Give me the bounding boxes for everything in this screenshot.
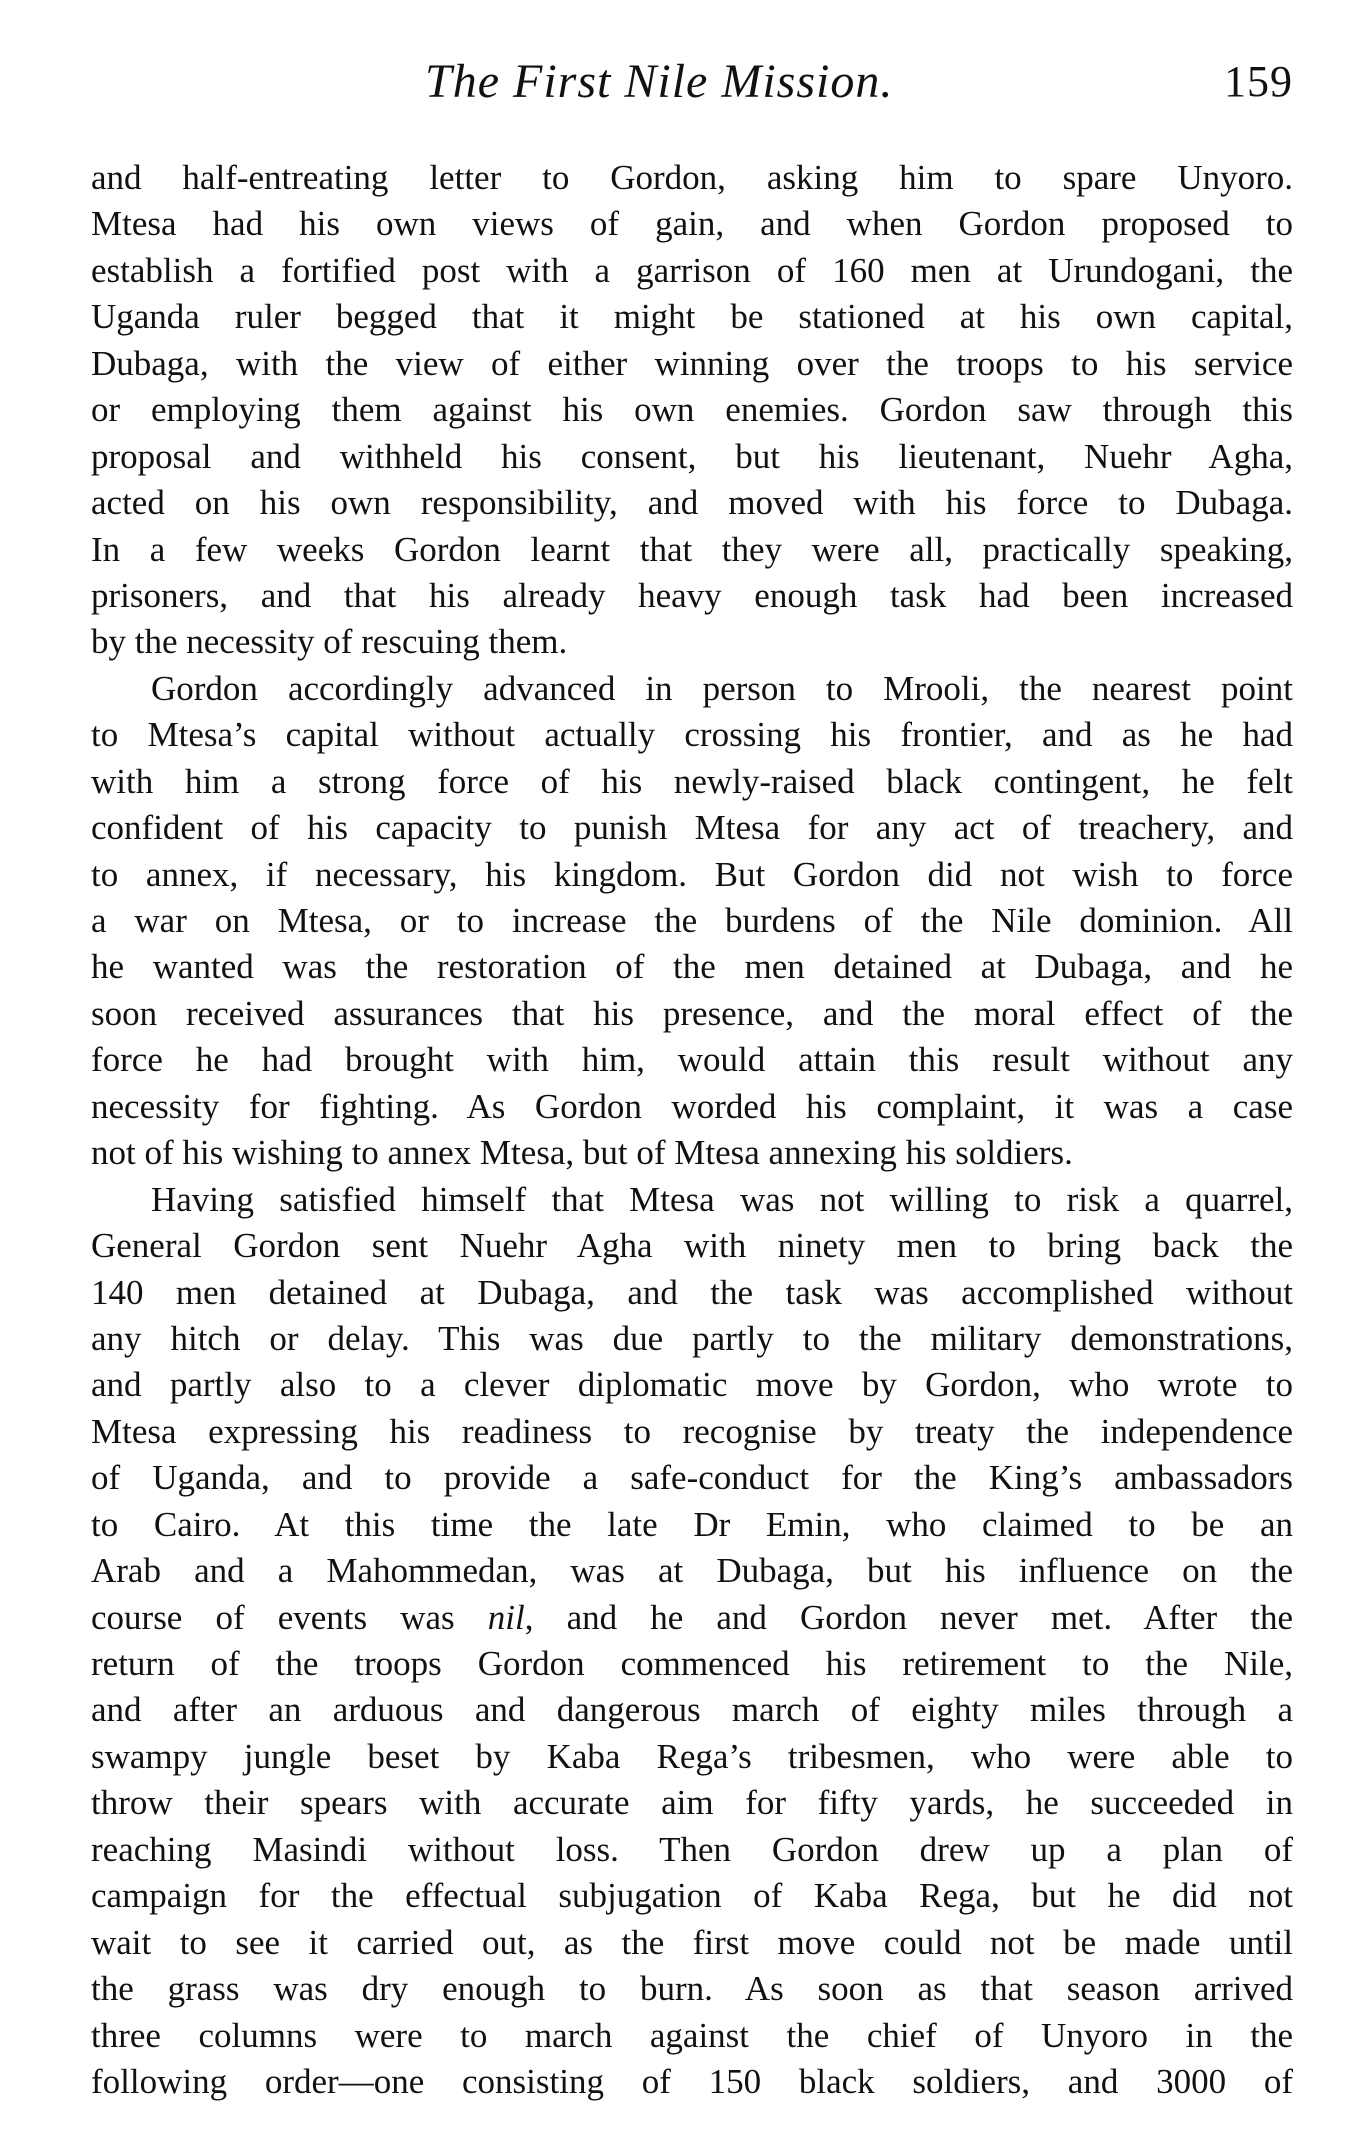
text-line: by the necessity of rescuing them.: [91, 622, 568, 662]
text-line: to Cairo. At this time the late Dr Emin, who claimed to be an: [91, 1504, 1293, 1544]
text-line: Uganda ruler begged that it might be stationed at his own capital,: [91, 297, 1293, 337]
text-line: with him a strong force of his newly-raised black contingent, he felt: [91, 761, 1293, 801]
text-line: return of the troops Gordon commenced his retirement to the Nile,: [91, 1644, 1293, 1683]
text-line: confident of his capacity to punish Mtesa for any act of treachery, and: [91, 808, 1293, 848]
text-line: to annex, if necessary, his kingdom. But Gordon did not wish to force: [91, 854, 1293, 894]
text-line: and half-entreating letter to Gordon, asking him to spare Unyoro.: [91, 158, 1293, 197]
text-line: campaign for the effectual subjugation of Kaba Rega, but he did not: [91, 1876, 1293, 1916]
text-line: soon received assurances that his presence, and the moral effect of the: [91, 993, 1293, 1033]
text-line: the grass was dry enough to burn. As soon as that season arrived: [91, 1969, 1293, 2009]
text-line: to Mtesa’s capital without actually crossing his frontier, and as he had: [91, 715, 1293, 755]
text-line: Dubaga, with the view of either winning over the troops to his service: [91, 343, 1293, 383]
text-line: necessity for fighting. As Gordon worded his complaint, it was a case: [91, 1086, 1293, 1126]
text-line: he wanted was the restoration of the men detained at Dubaga, and he: [91, 947, 1293, 987]
running-head: [91, 52, 1293, 112]
text-line: and after an arduous and dangerous march of eighty miles through a: [91, 1690, 1293, 1730]
text-line: not of his wishing to annex Mtesa, but of Mtesa annexing his soldiers.: [91, 1133, 1073, 1173]
text-line: wait to see it carried out, as the first move could not be made until: [91, 1922, 1293, 1962]
text-line: Mtesa had his own views of gain, and when Gordon proposed to: [91, 204, 1293, 244]
page-number: 159: [1224, 57, 1293, 106]
text-line: swampy jungle beset by Kaba Rega’s tribesmen, who were able to: [91, 1736, 1293, 1776]
text-line: Gordon accordingly advanced in person to Mrooli, the nearest point: [151, 668, 1293, 708]
text-line: Having satisfied himself that Mtesa was not willing to risk a quarrel,: [151, 1179, 1293, 1219]
paragraph-continued: [91, 155, 1293, 666]
text-line: Arab and a Mahommedan, was at Dubaga, but his influence on the: [91, 1551, 1293, 1591]
text-line: a war on Mtesa, or to increase the burdens of the Nile dominion. All: [91, 901, 1293, 940]
text-line: In a few weeks Gordon learnt that they were all, practically speaking,: [91, 529, 1293, 569]
text-line: acted on his own responsibility, and moved with his force to Dubaga.: [91, 483, 1293, 523]
text-line: three columns were to march against the chief of Unyoro in the: [91, 2015, 1293, 2055]
text-line: and partly also to a clever diplomatic move by Gordon, who wrote to: [91, 1365, 1293, 1405]
text-segment: , and he and Gordon never met. After the: [524, 1597, 1293, 1637]
text-segment: course of events was: [91, 1597, 488, 1637]
text-line: force he had brought with him, would attain this result without any: [91, 1040, 1293, 1080]
text-line: reaching Masindi without loss. Then Gordon drew up a plan of: [91, 1829, 1293, 1869]
running-title: The First Nile Mission.: [425, 55, 894, 108]
text-line: General Gordon sent Nuehr Agha with ninety men to bring back the: [91, 1226, 1293, 1266]
text-line-with-italic: [91, 1595, 1293, 1641]
text-line: following order—one consisting of 150 black soldiers, and 3000 of: [91, 2061, 1293, 2101]
text-line: any hitch or delay. This was due partly to the military demonstrations,: [91, 1318, 1293, 1358]
body-text: [91, 155, 1293, 2105]
paragraph: [91, 666, 1293, 1177]
text-line: of Uganda, and to provide a safe-conduct for the King’s ambassadors: [91, 1458, 1293, 1498]
text-line: or employing them against his own enemies. Gordon saw through this: [91, 390, 1293, 430]
text-line: proposal and withheld his consent, but his lieutenant, Nuehr Agha,: [91, 436, 1293, 476]
text-line: establish a fortified post with a garrison of 160 men at Urundogani, the: [91, 250, 1293, 290]
paragraph: [91, 1177, 1293, 2106]
text-line: prisoners, and that his already heavy enough task had been increased: [91, 575, 1293, 615]
italic-word: nil: [487, 1597, 525, 1637]
text-line: throw their spears with accurate aim for fifty yards, he succeeded in: [91, 1783, 1293, 1823]
text-line: Mtesa expressing his readiness to recognise by treaty the independence: [91, 1411, 1293, 1451]
text-line: 140 men detained at Dubaga, and the task was accomplished without: [91, 1272, 1293, 1312]
